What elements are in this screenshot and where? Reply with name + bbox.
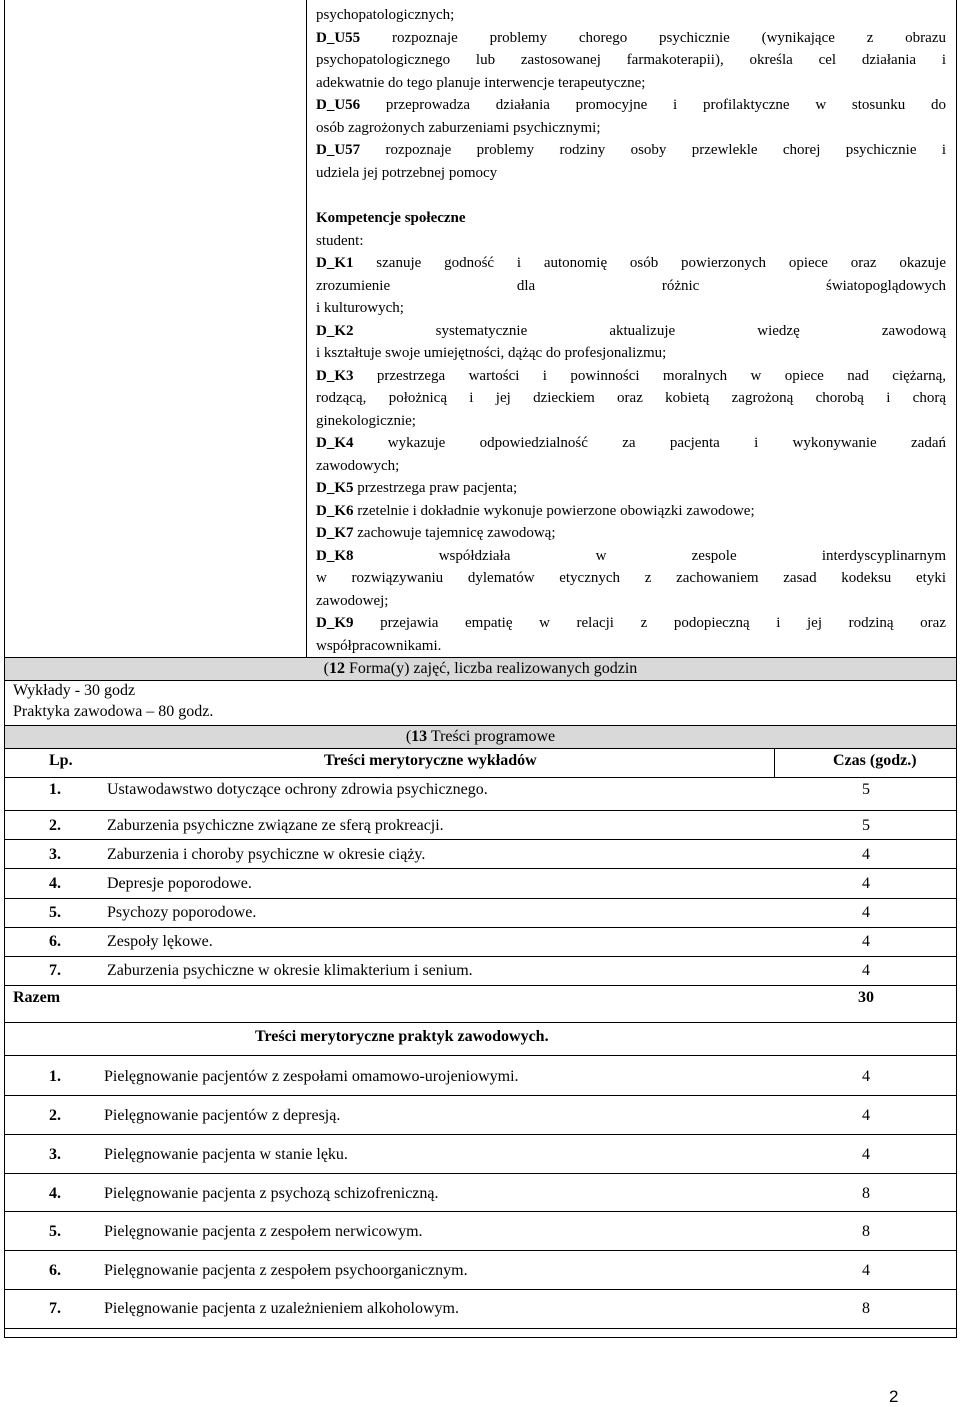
- outcome-line: [316, 387, 946, 410]
- divider-header-top: [4, 748, 957, 749]
- lecture-lp: 7.: [49, 962, 61, 979]
- outcome-text: przejawia empatię w relacji z podopieczną i jej rodziną oraz: [353, 615, 946, 631]
- lecture-hours: 4: [862, 875, 870, 892]
- outcome-text: zawodowej;: [316, 592, 389, 609]
- lecture-divider: [4, 810, 957, 811]
- outcome-line: [316, 27, 946, 50]
- outcome-text: przestrzega praw pacjenta;: [353, 480, 518, 496]
- outcome-text: rodzącą, położnicą i jej dzieckiem oraz kobietą zagrożoną chorobą i chorą: [316, 390, 946, 406]
- lecture-divider: [4, 985, 957, 986]
- practice-topic: Pielęgnowanie pacjentów z depresją.: [104, 1107, 341, 1124]
- outcome-code: D_K2: [316, 322, 354, 339]
- outcome-text: osób zagrożonych zaburzeniami psychicznymi;: [316, 119, 601, 136]
- practice-divider: [4, 1173, 957, 1174]
- practice-topic: Pielęgnowanie pacjenta w stanie lęku.: [104, 1146, 348, 1163]
- lecture-hours: 4: [862, 904, 870, 921]
- lecture-hours: 5: [862, 781, 870, 798]
- outcome-code: D_K7: [316, 525, 354, 541]
- outcome-code: D_U55: [316, 29, 361, 46]
- outcome-text: rzetelnie i dokładnie wykonuje powierzone obowiązki zawodowe;: [353, 502, 755, 519]
- practice-lp: 4.: [49, 1185, 61, 1202]
- outcome-text: wykazuje odpowiedzialność za pacjenta i wykonywanie zadań: [353, 435, 946, 451]
- page-number: 2: [889, 1387, 899, 1406]
- outcome-code: D_K3: [316, 367, 354, 384]
- divider-s12-bottom: [4, 680, 957, 681]
- outcome-line: [316, 612, 946, 635]
- outcome-text: ginekologicznie;: [316, 412, 416, 429]
- practice-lp: 6.: [49, 1262, 61, 1279]
- practice-hours: 4: [862, 1146, 870, 1163]
- lecture-hours: 4: [862, 962, 870, 979]
- lecture-lp: 4.: [49, 875, 61, 892]
- lecture-topic: Zaburzenia psychiczne związane ze sferą prokreacji.: [107, 817, 444, 834]
- lecture-topic: Zespoły lękowe.: [107, 933, 213, 950]
- lecture-divider: [4, 839, 957, 840]
- section13-heading: (13 Treści programowe: [5, 726, 956, 748]
- outcome-code: D_K5: [316, 480, 354, 496]
- practice-divider: [4, 1250, 957, 1251]
- practice-divider: [4, 1134, 957, 1135]
- practice-divider: [4, 1211, 957, 1212]
- col-time-header: Czas (godz.): [833, 752, 917, 769]
- form-practice: Praktyka zawodowa – 80 godz.: [13, 703, 214, 720]
- practice-topic: Pielęgnowanie pacjentów z zespołami omamowo-urojeniowymi.: [104, 1068, 519, 1085]
- outcome-line: [316, 545, 946, 568]
- outcome-line: [316, 567, 946, 590]
- outcome-text: w rozwiązywaniu dylematów etycznych z zachowaniem zasad kodeksu etyki: [316, 570, 946, 586]
- outcome-line: [316, 522, 946, 545]
- practice-hours: 8: [862, 1300, 870, 1317]
- practice-lp: 2.: [49, 1107, 61, 1124]
- practice-lp: 5.: [49, 1223, 61, 1240]
- outcome-line: [316, 500, 946, 523]
- practice-divider: [4, 1289, 957, 1290]
- section13-title: Treści programowe: [427, 728, 556, 745]
- outcome-text: adekwatnie do tego planuje interwencje terapeutyczne;: [316, 74, 646, 91]
- lecture-topic: Zaburzenia psychiczne w okresie klimakterium i senium.: [107, 962, 473, 979]
- practice-heading: Treści merytoryczne praktyk zawodowych.: [255, 1028, 549, 1045]
- col-content-header: Treści merytoryczne wykładów: [324, 752, 537, 769]
- lecture-hours: 4: [862, 933, 870, 950]
- student-label: student:: [316, 233, 364, 249]
- outcome-line: [316, 4, 946, 27]
- practice-topic: Pielęgnowanie pacjenta z zespołem psychoorganicznym.: [104, 1262, 468, 1279]
- outcome-text: systematycznie aktualizuje wiedzę zawodową: [353, 322, 946, 339]
- lecture-divider: [4, 956, 957, 957]
- outcome-line: [316, 162, 946, 185]
- lecture-topic: Psychozy poporodowe.: [107, 904, 257, 921]
- practice-hours: 4: [862, 1262, 870, 1279]
- outcome-text: zachowuje tajemnicę zawodową;: [353, 525, 556, 541]
- outcome-text: rozpoznaje problemy rodziny osoby przewlekle chorej psychicznie i: [360, 142, 946, 158]
- lecture-hours: 4: [862, 846, 870, 863]
- outcome-line: [316, 72, 946, 95]
- outcome-line: [316, 342, 946, 365]
- section12-heading: (12 Forma(y) zajęć, liczba realizowanych godzin: [5, 658, 956, 680]
- table-border-bottom: [4, 1337, 957, 1338]
- practice-hours: 4: [862, 1107, 870, 1124]
- lecture-divider: [4, 927, 957, 928]
- lecture-hours: 5: [862, 817, 870, 834]
- section12-number: 12: [329, 660, 345, 677]
- lecture-topic: Ustawodawstwo dotyczące ochrony zdrowia psychicznego.: [107, 781, 488, 798]
- outcome-text: i kształtuje swoje umiejętności, dążąc do profesjonalizmu;: [316, 345, 667, 361]
- outcome-line: [316, 635, 946, 658]
- lecture-lp: 5.: [49, 904, 61, 921]
- practice-divider: [4, 1328, 957, 1329]
- outcome-line: [316, 432, 946, 455]
- outcome-text: rozpoznaje problemy chorego psychicznie (wynikające z obrazu: [360, 29, 946, 46]
- practice-divider: [4, 1095, 957, 1096]
- lecture-lp: 6.: [49, 933, 61, 950]
- outcome-code: D_K1: [316, 255, 354, 271]
- outcome-text: psychopatologicznego lub zastosowanej farmakoterapii), określa cel działania i: [316, 52, 946, 68]
- outcome-line: [316, 139, 946, 162]
- col-lp-header: Lp.: [49, 752, 73, 769]
- outcome-code: D_U56: [316, 97, 361, 113]
- outcome-text: zawodowych;: [316, 457, 400, 474]
- outcome-line: [316, 117, 946, 140]
- outcome-line: [316, 365, 946, 388]
- outcome-line: [316, 275, 946, 298]
- competences-heading: Kompetencje społeczne: [316, 210, 466, 226]
- total-label: Razem: [13, 989, 61, 1006]
- practice-topic: Pielęgnowanie pacjenta z uzależnieniem alkoholowym.: [104, 1300, 459, 1317]
- outcome-code: D_K6: [316, 502, 354, 519]
- outcome-code: D_K4: [316, 435, 354, 451]
- lecture-topic: Zaburzenia i choroby psychiczne w okresie ciąży.: [107, 846, 426, 863]
- outcome-text: przeprowadza działania promocyjne i profilaktyczne w stosunku do: [360, 97, 946, 113]
- divider-total-bottom: [4, 1022, 957, 1023]
- practice-lp: 7.: [49, 1300, 61, 1317]
- practice-topic: Pielęgnowanie pacjenta z psychozą schizofreniczną.: [104, 1185, 439, 1202]
- lecture-topic: Depresje poporodowe.: [107, 875, 252, 892]
- outcome-line: [316, 297, 946, 320]
- table-border-right: [956, 0, 957, 1338]
- outcome-code: D_U57: [316, 142, 361, 158]
- practice-hours: 8: [862, 1185, 870, 1202]
- outcome-text: szanuje godność i autonomię osób powierzonych opiece oraz okazuje: [353, 255, 946, 271]
- form-lectures: Wykłady - 30 godz: [13, 682, 136, 699]
- outcome-text: psychopatologicznych;: [316, 7, 455, 23]
- outcome-text: przestrzega wartości i powinności moralnych w opiece nad ciężarną,: [353, 367, 946, 384]
- practice-hours: 8: [862, 1223, 870, 1240]
- total-hours: 30: [858, 989, 874, 1006]
- practice-hours: 4: [862, 1068, 870, 1085]
- outcome-text: współpracownikami.: [316, 637, 442, 654]
- section12-title: Forma(y) zajęć, liczba realizowanych godzin: [345, 660, 638, 677]
- outcome-line: [316, 49, 946, 72]
- outcome-line: [316, 410, 946, 433]
- outcome-text: zrozumienie dla różnic światopoglądowych: [316, 277, 946, 294]
- outcome-line: [316, 455, 946, 478]
- outcome-code: D_K8: [316, 547, 354, 564]
- outcome-text: współdziała w zespole interdyscyplinarnym: [353, 547, 946, 564]
- lecture-lp: 3.: [49, 846, 61, 863]
- divider-practice-top: [4, 1055, 957, 1056]
- outcome-line: [316, 252, 946, 275]
- lecture-divider: [4, 868, 957, 869]
- practice-topic: Pielęgnowanie pacjenta z zespołem nerwicowym.: [104, 1223, 423, 1240]
- outcome-code: D_K9: [316, 615, 354, 631]
- column-divider-top: [306, 0, 307, 658]
- outcome-text: udziela jej potrzebnej pomocy: [316, 164, 498, 181]
- lecture-lp: 1.: [49, 781, 61, 798]
- lecture-divider: [4, 898, 957, 899]
- practice-lp: 1.: [49, 1068, 61, 1085]
- col-time-divider: [774, 749, 775, 778]
- section13-number: 13: [411, 728, 428, 745]
- divider-header-bottom: [4, 777, 957, 778]
- outcome-line: [316, 320, 946, 343]
- outcome-line: [316, 590, 946, 613]
- outcome-line: [316, 477, 946, 500]
- outcome-line: [316, 94, 946, 117]
- outcome-text: i kulturowych;: [316, 300, 404, 316]
- practice-lp: 3.: [49, 1146, 61, 1163]
- lecture-lp: 2.: [49, 817, 61, 834]
